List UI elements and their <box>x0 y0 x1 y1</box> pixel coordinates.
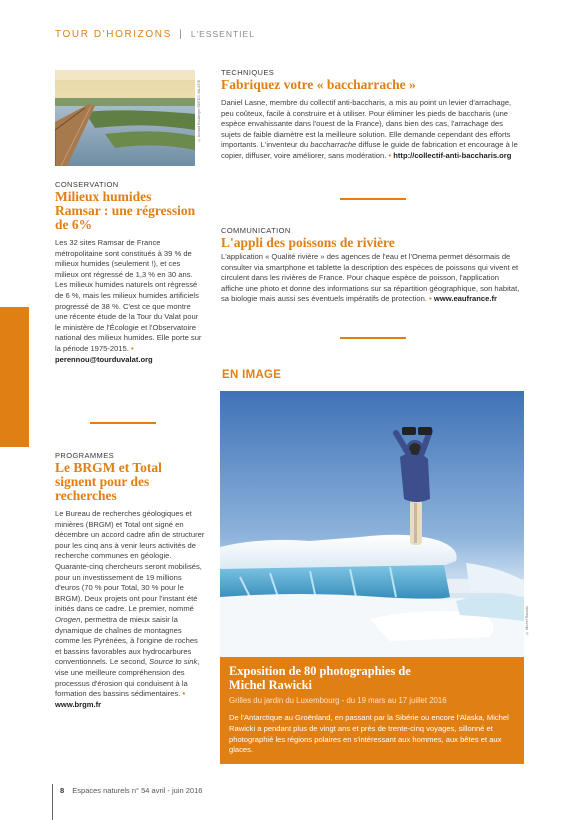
polar-photo <box>220 391 524 657</box>
section-header <box>55 29 255 40</box>
programmes-title: Le BRGM et Total signent pour des recherches <box>55 460 162 504</box>
divider <box>340 198 406 200</box>
photo-credit: © Michel Rawicki <box>525 606 529 635</box>
wetland-photo <box>55 70 195 166</box>
techniques-title: Fabriquez votre « baccharrache » <box>221 77 416 92</box>
page-footer <box>60 786 202 795</box>
divider <box>90 422 156 424</box>
exhibition-dates: Grilles du jardin du Luxembourg - du 19 mars au 17 juillet 2016 <box>229 696 447 705</box>
communication-title: L'appli des poissons de rivière <box>221 235 395 250</box>
communication-kicker: COMMUNICATION <box>221 226 291 235</box>
side-color-tab <box>0 307 29 447</box>
communication-link[interactable]: www.eaufrance.fr <box>433 294 497 304</box>
programmes-kicker: PROGRAMMES <box>55 451 115 460</box>
divider <box>340 337 406 339</box>
exhibition-title: Exposition de 80 photographies de Michel Rawicki <box>229 664 411 692</box>
programmes-link[interactable]: www.brgm.fr <box>55 699 102 709</box>
page-number: 8 <box>60 786 65 795</box>
subsection-name: L'ESSENTIEL <box>190 29 255 39</box>
header-separator: | <box>179 29 184 40</box>
footer-rule <box>52 784 53 820</box>
conservation-link[interactable]: perennou@tourduvalat.org <box>55 354 153 364</box>
issue-info: Espaces naturels n° 54 avril - juin 2016 <box>72 786 203 795</box>
programmes-body: Le Bureau de recherches géologiques et minières (BRGM) et Total ont signé en décembre un accord cadre afin de structurer pour les cinq ans à venir leurs activités de recherche communes en géologie. Quarante-cinq chercheurs seront mobilisés, pour un investissement de 19 millions d'euros (70 % pour Total, 30 % pour le BRGM). Deux projets ont pour l'instant été initiés dans ce cadre. Le premier, nommé Orogen, permettra de mieux saisir la dynamique de chaînes de montagnes comme les Pyrénées, à l'origine de roches et bassins favorables aux hydrocarbures conventionnels. Le second, Source to sink, vise une meilleure compréhension des processus d'érosion qui conduisent à la formation des bassins sédimentaires. • www.brgm.fr <box>55 509 205 709</box>
conservation-kicker: CONSERVATION <box>55 180 119 189</box>
exhibition-body: De l'Antarctique au Groënland, en passant par la Sibérie ou encore l'Alaska, Michel Rawicki a pendant plus de vingt ans et près de trente-cinq voyages, sillonné et photographié les régions polaires en s'intéressant aux hommes, aux bêtes et aux glaces. <box>229 713 509 755</box>
communication-body: L'application « Qualité rivière » des agences de l'eau et l'Onema permet désormais de consulter via smartphone et tablette la description des espèces de poissons qui vivent et circulent dans les rivières de France. Pour chaque espèce de poisson, l'application affiche une photo et donne des informations sur sa répartition géographique, son habitat, sa biologie mais aussi ses éventuels impératifs de protection. • www.eaufrance.fr <box>221 252 520 304</box>
en-image-label: EN IMAGE <box>222 369 282 381</box>
techniques-kicker: TECHNIQUES <box>221 68 275 77</box>
section-name: TOUR D'HORIZONS <box>55 29 172 40</box>
techniques-link[interactable]: http://collectif-anti-baccharis.org <box>393 150 512 160</box>
techniques-body: Daniel Lasne, membre du collectif anti-baccharis, a mis au point un levier d'arrachage, peu coûteux, facile à construire et à utiliser. Pour éliminer les pieds de baccharis (une espèce envahissante dans l'ouest de la France), dans bien des cas, l'arrachage des sujets de faible diamètre est la meilleure solution. Elle demande cependant des efforts importants. L'inventeur du baccharrache diffuse le guide de fabrication et encourage à le copier, diffuser, voire améliorer, sans modération. • http://collectif-anti-baccharis.org <box>221 98 518 160</box>
conservation-body: Les 32 sites Ramsar de France métropolitaine sont constitués à 39 % de milieux humides (seulement !), et ces milieux ont régressé de 1,3 % en 30 ans. Les milieux humides naturels ont régressé de 6 %, mais les milieux humides artificiels progressé de 38 %. C'est ce que montre une récente étude de la Tour du Valat pour le ministère de l'Écologie et l'Observatoire national des milieux humides. Elle porte sur la période 1975-2015. • perennou@tourduvalat.org <box>55 238 202 364</box>
conservation-title: Milieux humides Ramsar : une régression de 6% <box>55 189 196 233</box>
exhibition-box <box>220 657 524 764</box>
photo-credit: © Arnaud Boulanger/SEEDS VALAT/B <box>197 80 201 143</box>
